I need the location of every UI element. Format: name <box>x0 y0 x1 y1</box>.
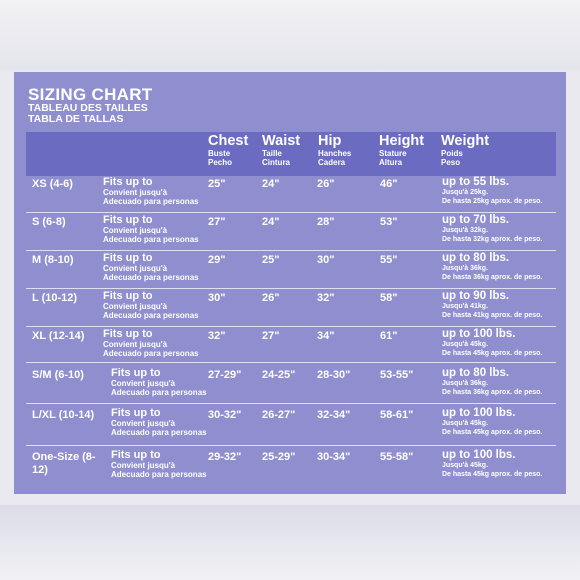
waist-value: 25-29" <box>262 451 296 463</box>
row-divider <box>26 288 556 289</box>
fits-text-spanish: Adecuado para personas <box>103 349 199 358</box>
size-label: One-Size (8-12) <box>32 451 96 476</box>
size-label: XS (4-6) <box>32 178 73 190</box>
waist-value: 26" <box>262 292 280 304</box>
size-label: L/XL (10-14) <box>32 409 95 421</box>
weight-value-french: Jusqu'à 45kg. <box>442 341 489 348</box>
height-value: 53" <box>380 216 398 228</box>
row-divider <box>26 326 556 327</box>
chest-value: 30-32" <box>208 409 242 421</box>
fits-block <box>111 407 207 437</box>
weight-value-french: Jusqu'à 25kg. <box>442 189 489 196</box>
fits-text-french: Convient jusqu'à <box>103 188 168 197</box>
fits-text-spanish: Adecuado para personas <box>111 428 207 437</box>
weight-block <box>442 449 542 479</box>
fits-block <box>103 176 199 206</box>
waist-value: 24" <box>262 178 280 190</box>
fits-text-spanish: Adecuado para personas <box>111 388 207 397</box>
waist-value: 24" <box>262 216 280 228</box>
hip-value: 34" <box>317 330 335 342</box>
column-header-weight <box>441 132 489 167</box>
weight-block <box>442 290 542 320</box>
fits-block <box>111 367 207 397</box>
column-title: Hip <box>318 133 342 149</box>
column-header-chest <box>208 132 248 167</box>
column-header-waist <box>262 132 300 167</box>
chart-title: SIZING CHART <box>28 85 153 104</box>
fits-block <box>103 328 199 358</box>
weight-block <box>442 214 542 244</box>
fits-text: Fits up to <box>111 407 161 419</box>
height-value: 55-58" <box>380 451 414 463</box>
hip-value: 28-30" <box>317 369 351 381</box>
fits-block <box>103 252 199 282</box>
weight-block <box>442 328 542 358</box>
fits-text-spanish: Adecuado para personas <box>103 235 199 244</box>
chest-value: 25" <box>208 178 226 190</box>
fits-text-french: Convient jusqu'à <box>103 302 168 311</box>
weight-value: up to 100 lbs. <box>442 449 516 461</box>
weight-value-french: Jusqu'à 32kg. <box>442 227 489 234</box>
weight-value: up to 80 lbs. <box>442 252 510 264</box>
hip-value: 28" <box>317 216 335 228</box>
fits-text-spanish: Adecuado para personas <box>103 311 199 320</box>
weight-value-spanish: De hasta 36kg aprox. de peso. <box>442 388 543 396</box>
background-top <box>0 0 580 70</box>
hip-value: 26" <box>317 178 335 190</box>
height-value: 53-55" <box>380 369 414 381</box>
weight-block <box>442 367 542 397</box>
fits-text: Fits up to <box>103 290 153 302</box>
fits-text-spanish: Adecuado para personas <box>111 470 207 479</box>
waist-value: 25" <box>262 254 280 266</box>
fits-text: Fits up to <box>103 328 153 340</box>
column-title-spanish: Pecho <box>208 158 233 167</box>
fits-text-french: Convient jusqu'à <box>111 379 176 388</box>
height-value: 46" <box>380 178 398 190</box>
weight-value-french: Jusqu'à 41kg. <box>442 303 489 310</box>
waist-value: 24-25" <box>262 369 296 381</box>
column-title: Chest <box>208 133 249 149</box>
column-title-french: Hanches <box>318 149 352 158</box>
waist-value: 26-27" <box>262 409 296 421</box>
weight-value-spanish: De hasta 45kg aprox. de peso. <box>442 470 543 478</box>
fits-block <box>103 290 199 320</box>
fits-text: Fits up to <box>111 367 161 379</box>
weight-value-french: Jusqu'à 36kg. <box>442 380 489 387</box>
hip-value: 30-34" <box>317 451 351 463</box>
weight-value-spanish: De hasta 36kg aprox. de peso. <box>442 273 543 281</box>
height-value: 55" <box>380 254 398 266</box>
weight-value: up to 70 lbs. <box>442 214 510 226</box>
weight-value-spanish: De hasta 32kg aprox. de peso. <box>442 235 543 243</box>
size-label: S (6-8) <box>32 216 66 228</box>
fits-text: Fits up to <box>103 252 153 264</box>
hip-value: 32" <box>317 292 335 304</box>
column-title-spanish: Altura <box>379 158 403 167</box>
weight-block <box>442 407 542 437</box>
column-header-band <box>26 132 556 176</box>
row-divider <box>26 250 556 251</box>
chest-value: 30" <box>208 292 226 304</box>
column-title: Weight <box>441 133 490 149</box>
height-value: 58-61" <box>380 409 414 421</box>
weight-value-spanish: De hasta 41kg aprox. de peso. <box>442 311 543 319</box>
column-title-french: Poids <box>441 149 463 158</box>
weight-value-spanish: De hasta 45kg aprox. de peso. <box>442 428 543 436</box>
weight-value-french: Jusqu'à 45kg. <box>442 420 489 427</box>
chest-value: 27" <box>208 216 226 228</box>
row-divider <box>26 362 556 363</box>
height-value: 58" <box>380 292 398 304</box>
size-label: XL (12-14) <box>32 330 85 342</box>
hip-value: 32-34" <box>317 409 351 421</box>
weight-block <box>442 176 542 206</box>
weight-value: up to 55 lbs. <box>442 176 510 188</box>
weight-value-french: Jusqu'à 45kg. <box>442 462 489 469</box>
weight-value: up to 80 lbs. <box>442 367 510 379</box>
fits-text-french: Convient jusqu'à <box>103 226 168 235</box>
fits-text: Fits up to <box>103 214 153 226</box>
weight-value: up to 90 lbs. <box>442 290 510 302</box>
size-label: L (10-12) <box>32 292 78 304</box>
column-title-french: Buste <box>208 149 231 158</box>
fits-text-spanish: Adecuado para personas <box>103 197 199 206</box>
fits-text-french: Convient jusqu'à <box>111 461 176 470</box>
fits-block <box>111 449 207 479</box>
weight-block <box>442 252 542 282</box>
column-header-height <box>379 132 424 167</box>
chart-title-french: TABLEAU DES TAILLES <box>28 102 148 114</box>
column-title-french: Taille <box>262 149 282 158</box>
weight-value: up to 100 lbs. <box>442 407 516 419</box>
column-title-french: Stature <box>379 149 407 158</box>
weight-value: up to 100 lbs. <box>442 328 516 340</box>
row-divider <box>26 445 556 446</box>
chest-value: 29" <box>208 254 226 266</box>
chest-value: 27-29" <box>208 369 242 381</box>
fits-text-spanish: Adecuado para personas <box>103 273 199 282</box>
sizing-chart-card <box>14 72 566 494</box>
column-title: Height <box>379 133 425 149</box>
height-value: 61" <box>380 330 398 342</box>
weight-value-spanish: De hasta 45kg aprox. de peso. <box>442 349 543 357</box>
column-title-spanish: Cadera <box>318 158 346 167</box>
chart-title-spanish: TABLA DE TALLAS <box>28 113 124 125</box>
row-divider <box>26 212 556 213</box>
row-divider <box>26 403 556 404</box>
weight-value-french: Jusqu'à 36kg. <box>442 265 489 272</box>
chest-value: 32" <box>208 330 226 342</box>
chest-value: 29-32" <box>208 451 242 463</box>
title-block <box>28 86 152 125</box>
fits-block <box>103 214 199 244</box>
fits-text-french: Convient jusqu'à <box>111 419 176 428</box>
column-title-spanish: Peso <box>441 158 461 167</box>
size-label: S/M (6-10) <box>32 369 84 381</box>
fits-text: Fits up to <box>103 176 153 188</box>
fits-text: Fits up to <box>111 449 161 461</box>
column-header-hip <box>318 132 351 167</box>
weight-value-spanish: De hasta 25kg aprox. de peso. <box>442 197 543 205</box>
size-label: M (8-10) <box>32 254 74 266</box>
column-title: Waist <box>262 133 301 149</box>
fits-text-french: Convient jusqu'à <box>103 264 168 273</box>
fits-text-french: Convient jusqu'à <box>103 340 168 349</box>
column-title-spanish: Cintura <box>262 158 290 167</box>
waist-value: 27" <box>262 330 280 342</box>
hip-value: 30" <box>317 254 335 266</box>
background-bottom <box>0 505 580 580</box>
